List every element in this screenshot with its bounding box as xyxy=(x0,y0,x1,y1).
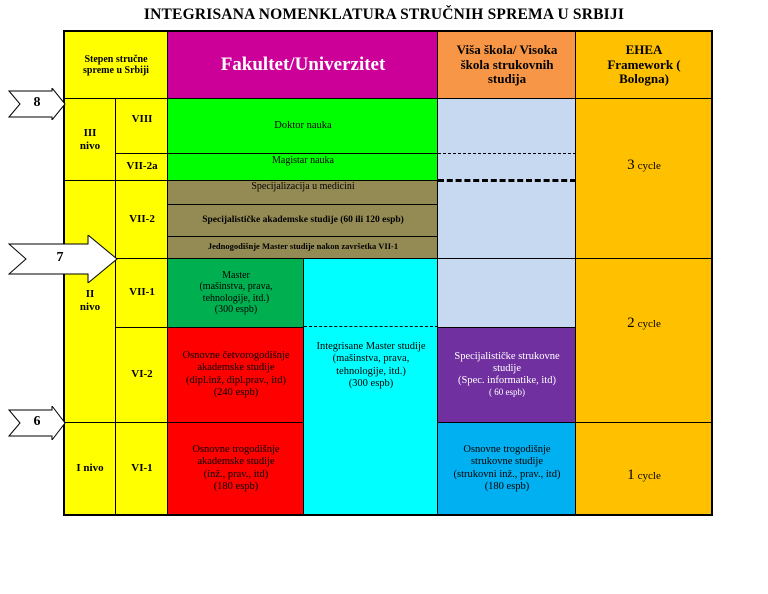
program-cetvorogodisnje xyxy=(168,327,304,422)
program-magistar xyxy=(168,153,438,180)
program-trogodisnje-akad xyxy=(168,422,304,515)
program-cetvorogodisnje-line4: (240 espb) xyxy=(213,386,259,398)
program-doktor xyxy=(168,99,438,153)
vline-fakultet-mid xyxy=(303,258,304,515)
cycle-3-word: cycle xyxy=(637,159,661,172)
program-trogodisnje-akad-line1: Osnovne trogodišnje xyxy=(192,444,280,456)
border-right xyxy=(711,30,713,516)
program-jednogodisnje-label: Jednogodišnje Master studije nakon završetka VII-1 xyxy=(207,241,399,252)
level-vii1-label: VII-1 xyxy=(129,286,155,299)
cycle-3 xyxy=(576,155,712,177)
hline-ehea-3 xyxy=(576,258,712,259)
program-cetvorogodisnje-line2: akademske studije xyxy=(197,362,275,374)
nivo-i xyxy=(64,422,116,515)
program-spec-akad xyxy=(168,204,438,236)
level-vii2a-label: VII-2a xyxy=(126,160,158,173)
vline-ehea xyxy=(575,30,576,516)
hline-ehea-2 xyxy=(576,422,712,423)
border-top xyxy=(64,30,713,32)
header-fakultet xyxy=(168,31,438,99)
vline-level xyxy=(167,30,168,516)
header-fakultet-label: Fakultet/Univerzitet xyxy=(220,54,386,76)
header-stepen-label: Stepen stručne spreme u Srbiji xyxy=(83,53,149,76)
level-vi2-label: VI-2 xyxy=(131,368,153,381)
hline-spec-akad xyxy=(168,236,438,237)
header-stepen xyxy=(64,31,168,99)
nivo-ii xyxy=(64,180,116,422)
level-vii2 xyxy=(116,180,168,258)
header-visa xyxy=(438,31,576,99)
level-vii2-label: VII-2 xyxy=(129,212,155,225)
level-vii2a xyxy=(116,153,168,180)
arrow-6-label: 6 xyxy=(33,413,41,429)
header-visa-label: Viša škola/ Visoka škola strukovnih studija xyxy=(456,41,558,87)
dash-line-integrisane xyxy=(304,326,438,327)
program-master-line1: Master xyxy=(222,269,250,281)
program-integrisane xyxy=(304,258,438,515)
program-master xyxy=(168,258,304,327)
level-viii-label: VIII xyxy=(131,113,153,125)
program-magistar-label: Magistar nauka xyxy=(272,155,334,166)
arrow-8-label: 8 xyxy=(33,94,41,110)
program-master-line4: (300 espb) xyxy=(214,304,258,315)
program-cetvorogodisnje-line1: Osnovne četvorogodišnje xyxy=(182,350,290,362)
program-specijalizacija xyxy=(168,180,438,204)
nivo-ii-label: II nivo xyxy=(79,288,101,313)
level-vii1 xyxy=(116,258,168,327)
hline-spec-med xyxy=(168,204,438,205)
cycle-2-word: cycle xyxy=(637,317,661,330)
program-trogodisnje-akad-line2: akademske studije xyxy=(197,456,275,468)
cycle-1-word: cycle xyxy=(637,469,661,482)
program-trogodisnje-akad-line3: (inž., prav., itd) xyxy=(203,468,269,480)
cycle-2-number: 2 xyxy=(627,315,635,332)
program-cetvorogodisnje-line3: (dipl.inž, dipl.prav., itd) xyxy=(186,374,286,386)
program-trogodisnje-struk xyxy=(438,422,576,515)
program-master-line2: (mašinstva, prava, xyxy=(199,281,273,292)
program-spec-strukovne-line3: (Spec. informatike, itd) xyxy=(458,375,556,387)
hline-viii xyxy=(116,153,438,154)
cycle-2 xyxy=(576,313,712,335)
program-trogodisnje-struk-line2: strukovne studije xyxy=(470,456,544,468)
vline-nivo xyxy=(115,99,116,515)
nivo-iii-label: III nivo xyxy=(79,126,101,152)
program-spec-strukovne-line2: studije xyxy=(493,363,521,375)
hline-vii1-left xyxy=(116,327,304,328)
program-trogodisnje-struk-line1: Osnovne trogodišnje xyxy=(463,444,551,456)
program-integrisane-line3: tehnologije, itd.) xyxy=(336,365,406,377)
level-viii xyxy=(116,99,168,153)
hline-vii1-right xyxy=(438,327,576,328)
nivo-iii xyxy=(64,99,116,180)
vline-visa xyxy=(437,30,438,516)
program-integrisane-line2: (mašinstva, prava, xyxy=(332,353,410,365)
hline-nivo-ii-right xyxy=(438,422,576,423)
dash-line-thick xyxy=(438,179,576,182)
program-spec-strukovne xyxy=(438,327,576,422)
hline-nivo-iii xyxy=(64,180,438,181)
program-trogodisnje-struk-line3: (strukovni inž., prav., itd) xyxy=(453,468,561,480)
program-trogodisnje-struk-line4: (180 espb) xyxy=(484,480,530,492)
program-integrisane-line1: Integrisane Master studije xyxy=(316,341,426,353)
hline-nivo-ii-left xyxy=(64,422,304,423)
program-specijalizacija-label: Specijalizacija u medicini xyxy=(251,181,355,192)
program-spec-strukovne-line4: ( 60 espb) xyxy=(489,387,525,398)
cycle-3-number: 3 xyxy=(627,157,635,174)
visa-upper-block xyxy=(438,99,576,327)
cycle-1-number: 1 xyxy=(627,467,635,484)
program-jednogodisnje xyxy=(168,236,438,258)
program-spec-akad-label: Specijalističke akademske studije (60 ili 120 espb) xyxy=(202,214,404,225)
dash-line-thin xyxy=(438,153,576,154)
hline-header xyxy=(64,98,713,99)
program-integrisane-line4: (300 espb) xyxy=(348,377,394,389)
level-vi1-label: VI-1 xyxy=(131,462,153,475)
nivo-i-label: I nivo xyxy=(76,462,104,475)
cycle-1 xyxy=(576,465,712,487)
program-trogodisnje-akad-line4: (180 espb) xyxy=(213,480,259,492)
page-title: INTEGRISANA NOMENKLATURA STRUČNIH SPREMA U SRBIJI xyxy=(143,6,625,23)
header-ehea-label: EHEA Framework ( Bologna) xyxy=(607,41,681,87)
program-spec-strukovne-line1: Specijalističke strukovne xyxy=(454,351,560,363)
program-master-line3: tehnologije, itd.) xyxy=(202,292,270,304)
level-vi1 xyxy=(116,422,168,515)
arrow-7-label: 7 xyxy=(56,249,64,265)
border-bottom xyxy=(64,514,713,516)
program-doktor-label: Doktor nauka xyxy=(274,119,332,131)
level-vi2 xyxy=(116,327,168,422)
header-ehea xyxy=(576,31,712,99)
hline-vii2 xyxy=(116,258,576,259)
